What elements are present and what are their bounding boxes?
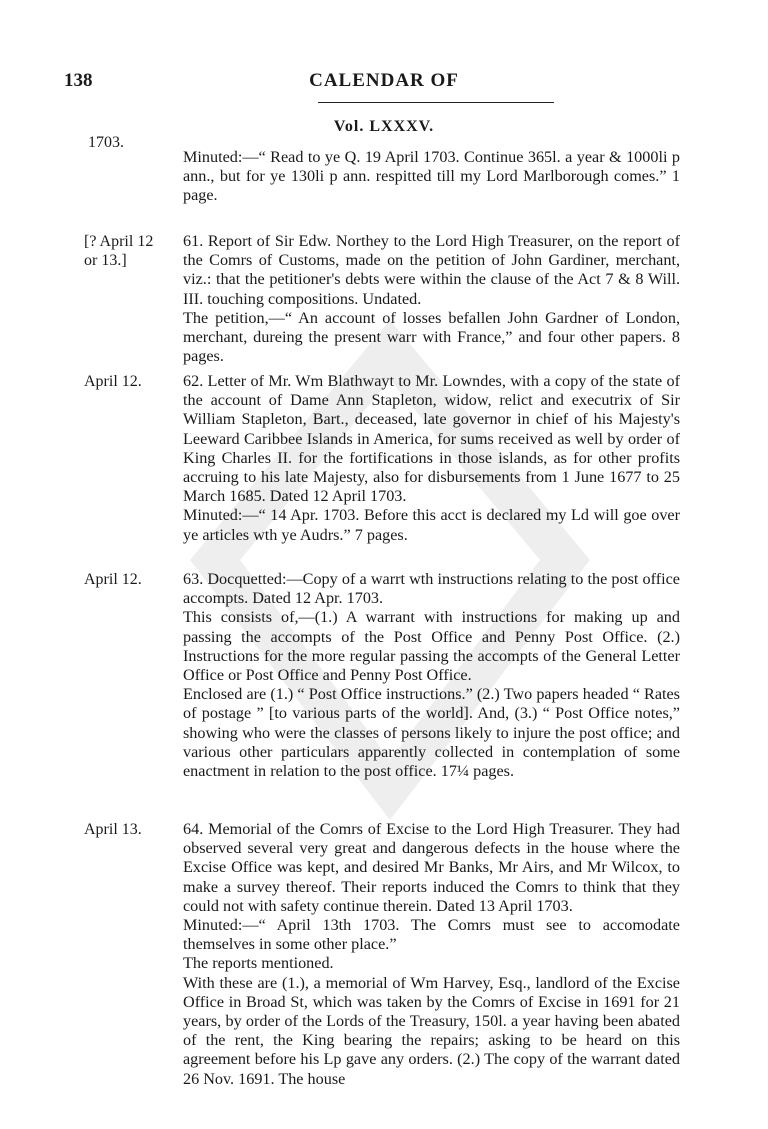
entry-62 <box>183 372 680 545</box>
volume-heading: Vol. LXXXV. <box>333 118 435 135</box>
entry-date: April 12. <box>84 571 142 588</box>
entry-paragraph: Minuted:—“ April 13th 1703. The Comrs must see to accomodate themselves in some other place.” <box>183 916 680 954</box>
entry-paragraph: The petition,—“ An account of losses befallen John Gardner of London, merchant, dureing the present warr with France,” and four other papers. 8 pages. <box>183 308 680 366</box>
entry-paragraph: Minuted:—“ 14 Apr. 1703. Before this acct is declared my Ld will goe over ye articles wth ye Audrs.” 7 pages. <box>183 506 680 544</box>
entry-paragraph: 63. Docquetted:—Copy of a warrt wth instructions relating to the post office accompts. Dated 12 Apr. 1703. <box>183 570 680 608</box>
entry-64 <box>183 820 680 1089</box>
entry-paragraph: With these are (1.), a memorial of Wm Harvey, Esq., landlord of the Excise Office in Broad St, which was taken by the Comrs of Excise in 1691 for 21 years, by order of the Lords of the Treasury, 150l. a year having been abated of the rent, the King bearing the repairs; asking to be heard on this agreement before his Lp gave any orders. (2.) The copy of the warrant dated 26 Nov. 1691. The house <box>183 973 680 1088</box>
running-title: CALENDAR OF <box>309 70 459 91</box>
entry-paragraph: This consists of,—(1.) A warrant with instructions for making up and passing the accompts of the Post Office and Penny Post Office. (2.) Instructions for the more regular passing the accompts of the General Letter Office or Post Office and Penny Post Office. <box>183 608 680 685</box>
entry-date: [? April 12 or 13.] <box>84 233 154 269</box>
year-label: 1703. <box>88 134 124 151</box>
entry-paragraph: The reports mentioned. <box>183 954 334 973</box>
entry-63 <box>183 570 680 781</box>
header-rule <box>318 102 554 103</box>
entry-date: April 12. <box>84 373 142 390</box>
entry-paragraph: Minuted:—“ Read to ye Q. 19 April 1703. Continue 365l. a year & 1000li p ann., but for ye 130li p ann. respitted till my Lord Marlborough comes.” 1 page. <box>183 148 680 205</box>
entry-paragraph: Enclosed are (1.) “ Post Office instructions.” (2.) Two papers headed “ Rates of postage ” [to various parts of the world]. And, (3.) “ Post Office notes,” showing who were the classes of persons likely to injure the post office; and various other particulars apparently collected in contemplation of some enactment in relation to the post office. 17¼ pages. <box>183 685 680 781</box>
entry-minuted-60 <box>183 148 680 206</box>
page-header <box>0 70 768 110</box>
entry-paragraph: 61. Report of Sir Edw. Northey to the Lord High Treasurer, on the report of the Comrs of Customs, made on the petition of John Gardiner, merchant, viz.: that the petitioner's debts were within the clause of the Act 7 & 8 Will. III. touching compositions. Undated. <box>183 232 680 308</box>
entry-date: April 13. <box>84 821 142 838</box>
entry-paragraph: 64. Memorial of the Comrs of Excise to the Lord High Treasurer. They had observed several very great and dangerous defects in the house where the Excise Office was kept, and desired Mr Banks, Mr Airs, and Mr Wilcox, to make a survey thereof. Their reports induced the Comrs to think that they could not with safety continue therein. Dated 13 April 1703. <box>183 820 680 915</box>
page-number: 138 <box>64 70 93 91</box>
entry-61 <box>183 232 680 366</box>
entry-paragraph: 62. Letter of Mr. Wm Blathwayt to Mr. Lowndes, with a copy of the state of the account of Dame Ann Stapleton, widow, relict and executrix of Sir William Stapleton, Bart., deceased, late governor in chief of his Majesty's Leeward Caribbee Islands in America, for sums received as well by order of King Charles II. for the fortifications in those islands, as for other profits accruing to his late Majesty, also for disbursements from 1 June 1677 to 25 March 1685. Dated 12 April 1703. <box>183 372 680 506</box>
